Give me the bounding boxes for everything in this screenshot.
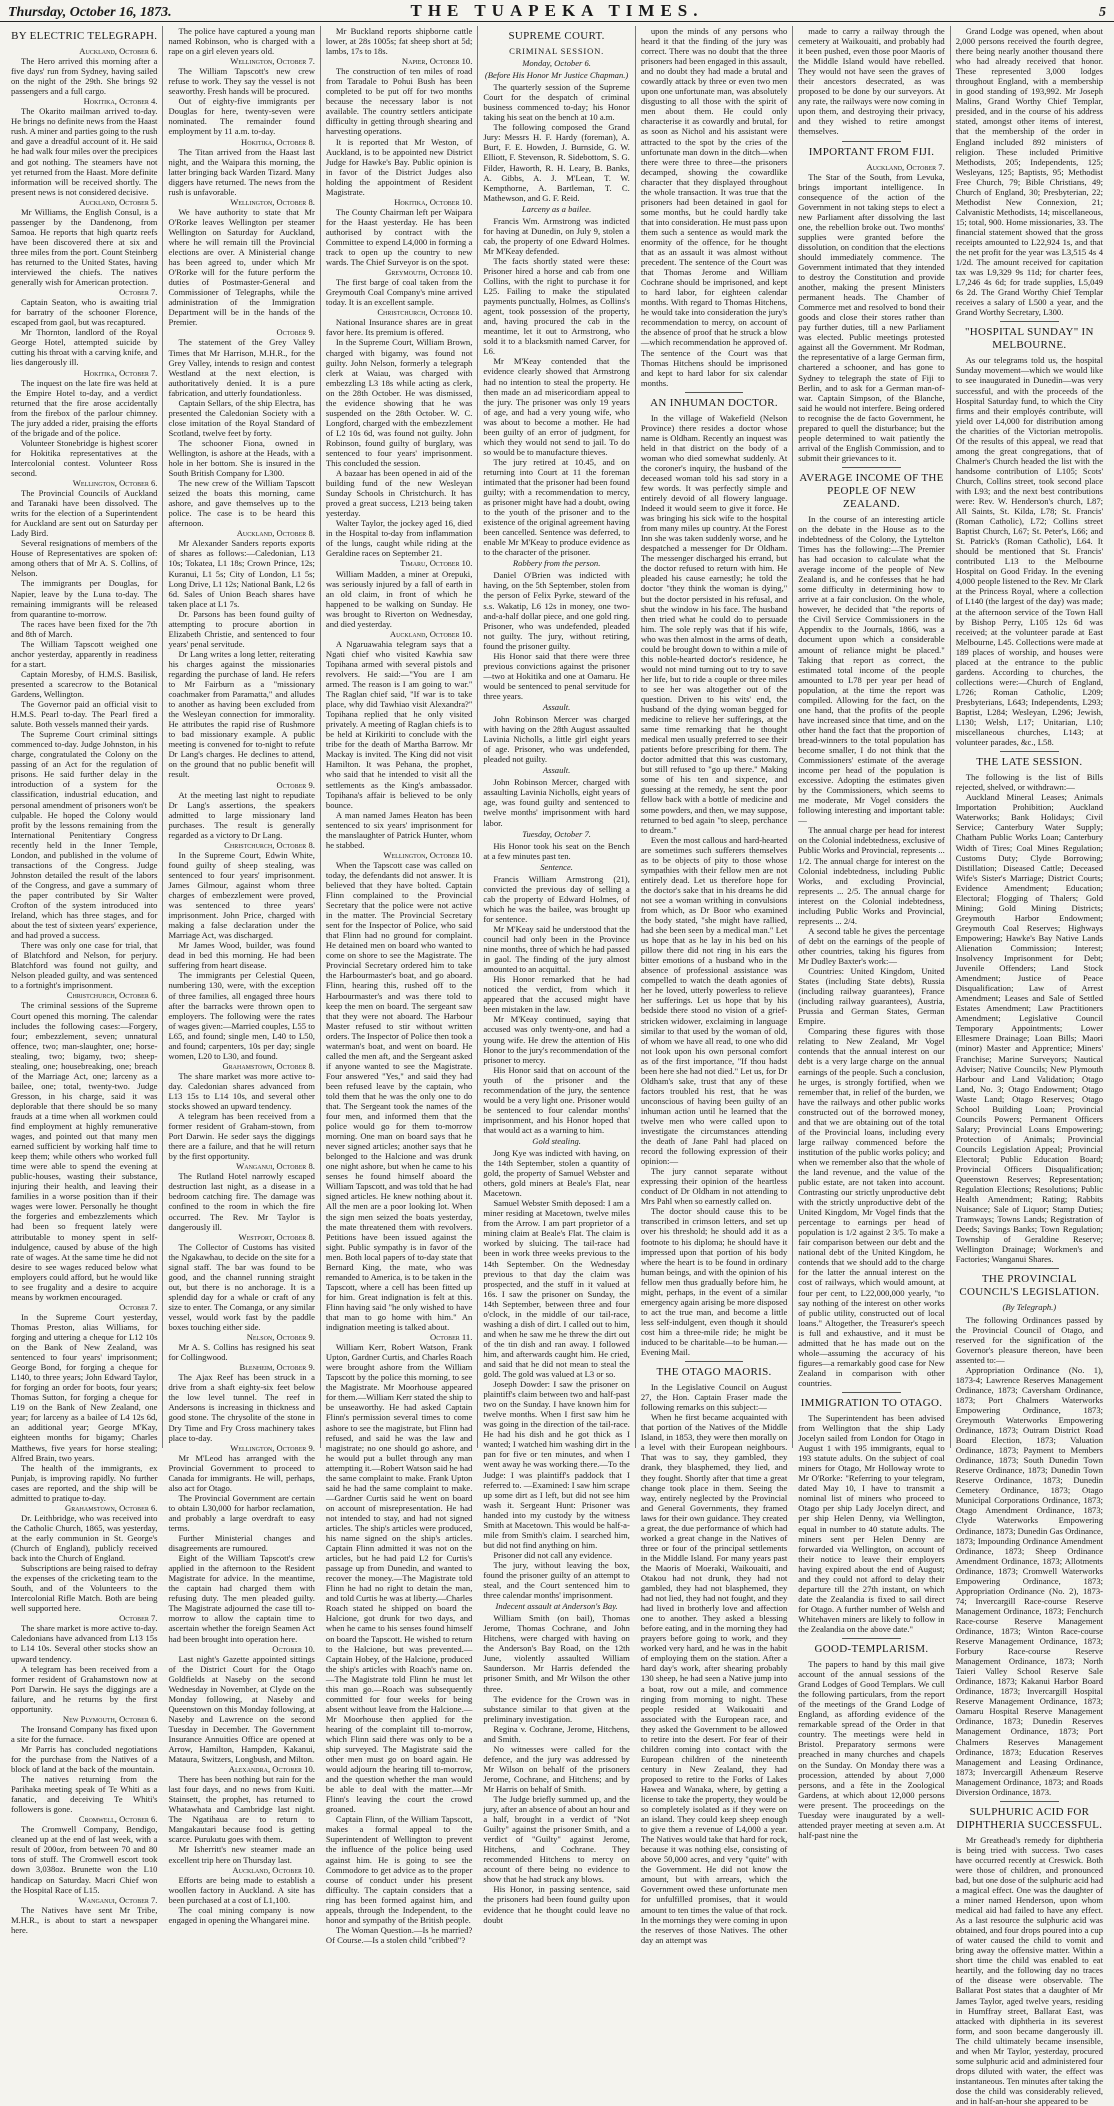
dateline: Christchurch, October 6. [66,990,158,1001]
issue-date: Thursday, October 16, 1873. [8,5,172,20]
article-paragraph: Mr Williams, the English Consul, is a passenger by the Dandenong, from Samoa. He reports that high quartz reefs have been discovered there at six and three miles from the port. Count Steinberg has returned to the United States, having interviewed the chiefs. The natives generally wish for American protection. [11,206,158,288]
article-paragraph: In the Legislative Council on August 27, the Hon. Captain Fraser made the following remarks on this subject:— [640,1382,788,1413]
dateline: Wellington, October 7. [230,56,315,67]
article-paragraph: Mr M'Keay contended that the evidence clearly showed that Armstrong had no intention to steal the property. He then made an ad misericordiam appeal to the jury. The prisoner was only 19 years of age, and had a very young wife, who was about to become a mother. He had been guilty of an error of judgment, for which they would not send to jail. To do so would be to manufacture thieves. [483,356,630,457]
article-paragraph: The facts shortly stated were these: Prisoner hired a horse and cab from one Collins, with the right to purchase it for L25. Failing to make the stipulated payments punctually, Holmes, as Collins's agent, took possession of the property, and, having procured the cab in the meantime, let it out to Armstrong, who sold it to a blacksmith named Carver, for L6. [483,255,630,357]
dateline: Nelson, October 9. [246,1332,315,1343]
article-paragraph: The new crew of the William Tapscott seized the boats this morning, came ashore, and gave themselves up to the police. The case is to be heard this afternoon. [168,478,315,529]
article-paragraph: The quarterly session of the Supreme Court for the despatch of criminal business commenced to-day; his Honor taking his seat on the bench at 10 a.m. [483,82,630,123]
article-paragraph: Out of eighty-five immigrants per Douglas for here, twenty-seven were nominated. The remainder found employment by 11 a.m. to-day. [168,96,315,137]
section-divider [1000,1801,1059,1802]
article-paragraph: The following Ordinances passed by the Provincial Council of Otago, and reserved for the signification of the Governor's pleasure thereon, have been assented to:— [955,1314,1104,1365]
newspaper-title: THE TUAPEKA TIMES. [410,1,704,20]
article-paragraph: Auckland Mineral Leases; Animals Importation Prohibition; Auckland Waterworks; Bank Holidays; Civil Service; Canterbury Water Supply; Chatham Public Works Loan; Canterbury Width of Tires; Coal Mines Regulation; Customs Duty; Clyde Borrowing; Distillation; Diseased Cattle; Deceased Wife's Sister's Marriage; District Courts; Evidence Amendment; Education; Electoral; Flogging of Thalers; Gold Mining; Gold Mining Districts; Greymouth Harbor Endowment; Greymouth Coal Reserves; Highways Empowering; Hawke's Bay Native Lands Alienation Commission; Interest; Insolvency Imprisonment for Debt; Juvenile Offenders; Land Stock Amendment; Justice of Peace Disqualification; Law of Arrest Amendment; Leases and Sale of Settled Estates Amendment; Law Practitioners Amendment; Legislative Council Temporary Appointments; Lower Ellesmere Drainage; Loan Bills; Maori (minor) Master and Apprentice; Miners' Franchise; Marine Surveyors; Nautical Adviser; Native Councils; New Plymouth Harbour and Land Validation; Otago Land, No. 3; Otago Endowment; Otago Waste Land; Otago Reserves; Otago School Building Loan; Provincial Councils Powers; Permanent Officers Salary; Provincial Loans Empowering; Protection of Animals; Provincial Councils Legislation Appeal; Provincial Electoral; Public Education Board; Provincial Officers Disqualification; Queenstown Reserves; Representation; Regulation Elections; Resolutions; Public Health Amendment; Rating; Rabbits Nuisance; Sale of Liquor; Stamp Duties; Tramways; Towns Lands; Registration of Deeds; Savings Banks; Town Regulation; Township of Geraldine Reserve; Wellington Drainage; Workmen's and Factories; Wanganui Shares. [955,792,1104,1265]
sub-heading: Tuesday, October 7. [522,828,591,839]
dateline: Christchurch, October 10. [377,307,473,318]
dateline: Christchurch, October 8. [224,839,315,850]
article-paragraph: Countries: United Kingdom, United States (including State debts), Russia (including railway guarantees), France (including railway guarantees), Austria, Prussia and German States, German Empire. [798,966,945,1027]
article-paragraph: The coal mining company is now engaged in opening the Whangarei mine. [168,1904,315,1925]
article-paragraph: Francis William Armstrong (21), convicted the previous day of selling a cab the property of Edward Holmes, of which he was the bailee, was brought up for sentence. [483,873,630,924]
dateline: Timaru, October 10. [400,558,473,569]
article-paragraph: The Supreme Court criminal sittings commenced to-day. Judge Johnston, in his charge, congratulated the Colony on the passing of an Act for the regulation of prisons. He said further delay in the introduction of a system for the classification, industrial education, and personal amendment of prisoners won't be culpable. He hoped the Colony would profit by the lessons remaining from the International Penitentiary Congress recently held in the Inner Temple, London, and published in the volume of transactions of the Congress. Judge Johnston detailed the result of the labors of the Congress, and gave a summary of the paper contributed by Sir Walter Crofton of the system introduced into Ireland, which has three stages, and for about the test of sixteen years' experience, and had proved a success. [11,729,158,941]
column-5 [636,26,793,1945]
dateline: Wellington, October 10. [383,849,473,860]
article-paragraph: There has been nothing but rain for the last four days, and no news from Kuiti. Stainsett, the prophet, has returned to Whatawhata and Cambridge last night. The Ngatihaua are to return to Mangakautari because food is getting scarce. Purukutu goes with them. [168,1774,315,1845]
article-paragraph: Regina v. Cochrane, Jerome, Hitchens, and Smith. [483,1723,630,1744]
article-paragraph: The Cromwell Company, Bendigo, cleaned up at the end of last week, with a result of 200oz, from between 70 and 80 tons of stuff. The Cromwell escort took down 3,038oz. Brunette won the L10 handicap on Saturday. Macri Chief won the Hospital Race of L15. [11,1824,158,1895]
dateline: October 7. [119,1613,158,1624]
dateline: Blenheim, October 9. [239,1362,315,1373]
dateline: Auckland, October 10. [389,628,473,639]
article-paragraph: The Okarito mailman arrived to-day. He brings no definite news from the Haast rush. A miner and parties going to the rush and gave a dreadful account of it. He said he had walk four miles over the precipices and got nothing. The steamers have not yet returned from the Haast. More definite information will be received shortly. The present news is not considered decisive. [11,106,158,197]
article-paragraph: There was only one case for trial, that of Blatchford and Nelson, for perjury. Blatchford was found not guilty, and Nelson pleaded guilty, and was sentenced to a fortnight's imprisonment. [11,940,158,991]
column-2 [163,26,320,1925]
dateline: Cromwell, October 6. [78,1814,158,1825]
article-paragraph: The immigrants per Douglas, for Napier, leave by the Luna to-day. The remaining immigrants will be released from quarantine to-morrow. [11,578,158,619]
dateline: Auckland, October 8. [236,528,315,539]
article-paragraph: The papers to hand by this mail give account of the annual sessions of the Grand Lodges of Good Templars. We cull the following particulars, from the report of the meetings of the Grand Lodge of England, as affording evidence of the remarkable spread of the Order in that country. The meetings were held in Bristol. Preparatory sermons were preached in many churches and chapels on the Sunday. On Monday there was a procession, attended by about 7,000 persons, and a fête in the Zoological Gardens, at which about 12,000 persons were present. The proceedings on the Tuesday were inaugurated by a well-attended prayer meeting at seven a.m. At half-past nine the [798,1659,945,1840]
article-paragraph: In the course of an interesting article on the debate in the House as to the indebtedness of the Colony, the Lyttelton Times has the following:—The Premier has had occasion to calculate what the average income of the people of New Zealand is, and he confesses that he had some difficulty in determining how to arrive at a fair conclusion. On the whole, however, he decided that "the reports of the Civil Service Commissioners in the Appendix to the Journals, 1866, was a document upon which a considerable amount of reliance might be placed." Taking that report as correct, the estimated total income of the people amounted to L78 per year per head of population, at the time the report was compiled. Allowing for the fact, on the one hand, that the profits of the people have increased since that time, and on the other hand the fact that the proportion of bread-winners to the total population has become smaller, I do not think that the Commissioners' estimate of the average income per head of the population is excessive. Adopting the estimates given by the Commissioners, which seems to me moderate, Mr Vogel considers the following interesting and important table:— [798,513,945,826]
article-paragraph: A telegram has been received from a former resident of Graham-stown, from Port Darwin. He seder says the diggings there are a failure, and that he will return by the first opportunity. [168,1111,315,1162]
section-divider [842,467,901,468]
dateline: Hokitika, October 4. [83,96,158,107]
sub-heading: (Before His Honor Mr Justice Chapman.) [484,70,629,81]
article-paragraph: The William Tapscott's new crew refuse to work. They say the vessel is not seaworthy. Fresh hands will be procured. [168,66,315,97]
article-paragraph: A telegram has been received from a former resident of Grahamstown now at Port Darwin. He says the diggings are a failure, and he returns by the first opportunity. [11,1663,158,1714]
article-paragraph: The Star of the South, from Levuka, brings important intelligence. In consequence of the action of the Government in not taking steps to elect a new Parliament after dissolving the last one, the rebellion broke out. Two months' supplies were granted before the dissolution, on condition that the elections should immediately commence. The Government intimated that they intended to destroy the Constitution and provide another, making the present Ministers permanent heads. The Chamber of Commerce met and resolved to bond their goods and close their stores rather than pay further duties, till a new Parliament was elected. Public meetings protested against all the Government. Mr Rodman, the representative of a large German firm, chartered a schooner, and has gone to Sydney to telegraph the state of Fiji to Berlin, and to ask for a German man-of-war. Captain Simpson, of the Blanche, said he would not interfere. Being ordered to recognise the de facto Government, he prepared to quell the disturbance; but the people determined to wait patiently the arrival of the English Commission, and to submit their grievances to it. [798,171,945,463]
article-paragraph: His Honor said that on account of the youth of the prisoner and the recommendation of the jury, the sentence would be a very light one. Prisoner would be sentenced to four calendar months' imprisonment, and his Honor hoped that that would act as a warning to him. [483,1064,630,1135]
article-paragraph: Mr A. S. Collins has resigned his seat for Collingwood. [168,1342,315,1363]
masthead [0,0,1114,22]
article-paragraph: The Governor paid an official visit to H.M.S. Pearl to-day. The Pearl fired a salute. Both vessels manned their yards. [11,699,158,730]
sub-heading: Robbery from the person. [512,558,601,569]
dateline: Grahamstown, October 8. [222,1060,315,1071]
dateline: Auckland, October 6. [79,46,158,56]
article-paragraph: As our telegrams told us, the hospital Sunday movement—which we would like to see inaugurated in Dunedin—was very successful, and with the proceeds of the Hospital Saturday fund, to which the City firms and their employés contribute, will yield over L4,000 for distribution among the charities of the Victorian metropolis. Of the results of this appeal, we read that among the great congregations, that of Chalmer's Church headed the list with the handsome contribution of L105; Scots' Church, Collins street, took second place with L93; and the next best contributions were: Rev. W. Henderson's church, L87; All Saints, St. Kilda, L78; St. Francis' (Roman Catholic), L72; Collins street Baptist Church, L67; St. Peter's, L66; and St. Patrick's (Roman Catholic), L64. It should be mentioned that St. Francis' contributed L13 to the Melbourne Hospital on Good Friday. In the evening 4,000 people listened to the Rev. Mr Clark at the Princess Royal, where a collection of L140 (the largest of the day) was made; at the afternoon service of the Town Hall by Bishop Perry, L105 12s 6d was received; at the volunteer parade at East Melbourne, L45. Collections were made at 189 places of worship, and houses were placed at the entrance to the public gardens. According to churches, the collections were:—Church of England, L726; Roman Catholic, L209; Presbyterians, L643; Independents, L293; Baptist, L284; Wesleyan, L296; Jewish, L130; Welsh, L17; Unitarian, L10; miscellaneous churches, L143; at volunteer parades, &c., L58. [955,355,1104,748]
article-paragraph: Mr Parris has concluded negotiations for the purchase from the Natives of a block of land at the back of the mountain. [11,1743,158,1775]
article-paragraph: The health of the immigrants, ex Punjab, is improving rapidly. No further cases are reported, and the ship will be admitted to pratique to-day. [11,1462,158,1503]
dateline: October 7. [119,1301,158,1312]
article-paragraph: Mr Buckland reports shipborne cattle lower, at 28s 1005s; fat sheep short at 5d; lambs, 17s to 18s. [325,26,473,57]
article-paragraph: The Ironsand Company has fixed upon a site for the furnace. [11,1723,158,1744]
article-paragraph: Samuel Webster Smith deposed: I am a miner residing at Macetown, twelve miles from the Arrow. I am part proprietor of a mining claim at Beale's Flat. The claim is worked by sluicing. The tail-race had been in work three weeks previous to the 14th September. On the Wednesday previous to that day the claim was prospected, and the stuff in it valued at 16s. I saw the prisoner on Sunday, the 14th September, between three and four o'clock, in the middle of our tail-race, washing a dish of dirt. I called out to him, and when he saw me he threw the dirt out of the tin dish and ran away. I followed him, and afterwards caught him. He cried, and said that he did not mean to steal the gold. The gold was valued at L3 or so. [483,1198,630,1380]
section-heading: THE OTAGO MAORIS. [656,1366,772,1379]
sub-heading: Monday, October 6. [522,58,591,69]
article-paragraph: The races have been fixed for the 7th and 8th of March. [11,618,158,639]
article-paragraph: made to carry a railway through the cemetery at Waikouaiti, and probably had it been pushed, even those poor Maoris of the Middle Island would have rebelled. They would not have seen the graves of their ancestors desecrated, as was proposed to be done by our surveyors. At any rate, the railways were now coming in upon them, and destroying their privacy, and they wished to retire amongst themselves. [798,26,945,137]
article-paragraph: Mr James Wood, builder, was found dead in bed this morning. He had been suffering from heart disease. [168,940,315,971]
column-1 [6,26,163,1935]
column-3 [321,26,478,1945]
article-paragraph: Dr. Parsons has been found guilty of attempting to procure abortion in Elizabeth Christie, and sentenced to four years' penal servitude. [168,608,315,649]
article-paragraph: The Rutland Hotel narrowly escaped destruction last night, as a disease in a bedroom catching fire. The damage was confined to the room in which the fire occurred. The Rev. Mr Taylor is dangerously ill. [168,1171,315,1232]
article-paragraph: Dr. Leithbridge, who was received into the Catholic Church, 1865, was yesterday, at the early communion in St. George's (Church of England), publicly received back into the Church of England. [11,1512,158,1564]
section-divider [1000,751,1059,752]
article-paragraph: When the Tapscott case was called on today, the defendants did not answer. It is believed that they have bolted. Captain Flinn complained to the Provincial Secretary that the police were not active in the matter. The Provincial Secretary sent for the Inspector of Police, who said that Flinn had no ground for complaint. He detained men on board who wanted to come on shore to see the Magistrate. The Provincial Secretary ordered him to take the Harbourmaster's boat, and go aboard. Flinn, hearing this, rushed off to the Harbourmaster's and was there told to keep the men on board. The sergeant saw that they were not aboard. The Harbour Master refused to stir without written orders. The Inspector of Police then took a waterman's boat, and went on board. He called the men aft, and the Sergeant asked if anyone wanted to see the Magistrate. Four answered "Yes," and said they had been refused leave by the captain, who told them that he was the only one to do that. The Sergeant took the names of the four men, and informed them that the police would go for them to-morrow morning. One man on board says that he never signed articles; another says that he belonged to the Halcione and was drunk one night ashore, but when he came to his senses he found himself aboard the William Tapscott, and was told that he had signed articles. He knew nothing about it. All the men are a poor looking lot. When the sign men seized the boats yesterday, the mate threatened them with revolvers. Petitions have been issued against the sight. Public sympathy is in favor of the men. Both local papers of to-day state that Bernard King, the mate, who was remanded to America, is to be taken in the Tapscott, where a cell has been fitted up for him. Great indignation is felt at this. Flinn having said "he only wished to have that man to go home with him." An indignation meeting is talked about. [325,859,473,1333]
article-paragraph: Subscriptions are being raised to defray the expenses of the cricketing team to the South, and of the Volunteers to the Intercolonial Rifle Match. Both are being well supported here. [11,1563,158,1614]
article-paragraph: Efforts are being made to establish a woollen factory in Auckland. A site has been purchased at a cost of L1,100. [168,1874,315,1905]
dateline: Hokitika, October 8. [241,136,315,147]
article-paragraph: The Woman Question.—Is he married? Of Course.—Is a stolen child "cribbed"? [325,1924,473,1945]
article-paragraph: Last night's Gazette appointed sittings of the District Court for the Otago Goldfields at Naseby on the second Wednesday in November, at Clyde on the Monday following, at Naseby and Queenstown on this Monday following, at Naseby and Lawrence on the second Tuesday in December. The Government Insurance Annuities Office are opened at Arrow, Hamilton, Hampden, Kakanui, Mataura, Switzers, Longbush, and Milton. [168,1653,315,1765]
article-paragraph: A bazaar has been opened in aid of the building fund of the new Wesleyan Sunday Schools in Christchurch. It has proved a great success, L213 being taken yesterday. [325,468,473,519]
article-paragraph: The construction of ten miles of road from Taradale to Pohui Bush has been completed to be put off for two months because the necessary labor is not available. The country settlers anticipate difficulty in getting through shearing and harvesting operations. [325,66,473,137]
sub-heading: Gold stealing. [532,1135,581,1146]
dateline: Hokitika, October 10. [394,196,473,207]
section-heading: THE PROVINCIAL COUNCIL'S LEGISLATION. [959,1273,1100,1299]
section-heading: GOOD-TEMPLARISM. [814,1643,929,1656]
dateline: Grahamstown, October 6. [65,1502,158,1513]
article-paragraph: Comparing these figures with those relating to New Zealand, Mr Vogel contends that the annual interest on our debt is a very large charge on the annual earnings of the people. Such a conclusion, he urges, is strongly fortified, when we remember that, in relief of the burden, we have the railways and other public works constructed out of the borrowed money, and that we are obtaining out of the total of the Provincial loans, including every large railway commenced before the institution of the public works policy; and when we remember also that the whole of the land revenue, and the value of the public estate, are not taken into account. Contrasting our strictly unproductive debt with the strictly unproductive debt of the United Kingdom, Mr Vogel finds that the percentage to earnings per head of population is 1/2 against 2 3/5. To make a fair comparison between our debt and the national debt of the United Kingdom, he contends that we should add to the charge for the latter the annual interest on the cost of railways, which would amount, at four per cent, to L22,000,000 yearly, "to say nothing of the interest on other works of public utility, constructed out of local loans." Altogether, the Treasurer's speech is full and exhaustive, and it must be admitted that he has made out on the whole—assuming the accuracy of his figures—a remarkably good case for New Zealand in comparison with other countries. [798,1026,945,1388]
article-paragraph: The Judge briefly summed up, and the jury, after an absence of about an hour and a half, brought in a verdict of "Not Guilty" against the prisoner Smith, and a verdict of "Guilty" against Jerome, Hitchens, and Cochrane. They recommended Hitchens to mercy on account of there being no evidence to show that he had struck any blows. [483,1794,630,1885]
article-paragraph: A second table he gives the percentage of debt on the earnings of the people of other countries, taking his figures from Mr Dudley Baxter's work:— [798,925,945,966]
article-paragraph: Dr Lang writes a long letter, reiterating his charges against the missionaries regarding the purchase of land. He refers to Mr Fairburn as a "missionary coachmaker from Paramatta," and alludes to another as having been excluded from the Wesleyan connection for immorality. He attributes the rapid rise of Rushmore to bad missionary example. A public meeting is convened for to-night to refute Dr Lang's charges. He declines to attend, on the ground that no public benefit will result. [168,648,315,780]
article-paragraph: Daniel O'Brien was indicted with having, on the 5th September, stolen from the person of Felix Pyrke, steward of the s.s. Wakatip, L6 12s in money, one two-and-a-half dollar piece, and one gold ring. Prisoner, who was undefended, pleaded not guilty. The jury, without retiring, found the prisoner guilty. [483,570,630,651]
article-paragraph: The jury cannot separate without expressing their opinion of the heartless conduct of Dr Oldham in not attending to Mrs Pahl when so earnestly called on. [640,1166,788,1207]
article-paragraph: In the Supreme Court yesterday, Thomas Preston, alias Williams, for forging and uttering a cheque for L12 10s on the Bank of New Zealand, was sentenced to four years' imprisonment; George Bond, for forging a cheque for L140, to three years; John Edward Taylor, for forging an order for boots, four years; Thomas Sutton, for forging a cheque for L19 on the Bank of New Zealand, one year; for larceny as a bailee of L4 12s 6d, an additional year; George M'Kay, eighteen months for bigamy; Charles Matthews, five years for horse stealing; Alfred Brain, two years. [11,1311,158,1463]
article-paragraph: The jury, without leaving the box, found the prisoner guilty of an attempt to steal, and the Court sentenced him to three calendar months' imprisonment. [483,1559,630,1601]
section-heading: BY ELECTRIC TELEGRAPH. [11,30,158,42]
article-paragraph: A man named James Heaton has been sentenced to six years' imprisonment for the manslaughter of Patrick Hunter, whom he stabbed. [325,809,473,850]
section-divider [685,392,744,393]
dateline: Greymouth, October 10. [385,267,473,278]
article-paragraph: Grand Lodge was opened, when about 2,000 persons received the fourth degree, there being nearly another thousand there who had already received that honor. These represented 3,000 lodges throughout England, with a membership in good standing of 193,992. Mr Joseph Malins, Grand Worthy Chief Templar, presided, and in the course of his address stated, amongst other items of interest, that the membership of the order in England included 892 ministers of religion. These included Primitive Methodists, 205; Independents, 125; Wesleyans, 125; Baptists, 95; Methodist Free Church, 79; Bible Christians, 49; Church of England, 30; Presbyterian, 22; Methodist New Connexion, 21; Calvanistic Methodists, 14; miscellaneous, 15; total, 900. Home missionaries, 33. The financial statement showed that the gross receipts amounted to L22,924 1s, and that the net profit for the year was L3,515 4s 4 1/2d. The amount received for capitation tax was L9,329 9s 11d; for charter fees, L7,246 4s 6d; for trade supplies, L5,049 6s 2d. The Grand Worthy Chief Templar receives a salary of L500 a year, and the Grand Worthy Secretary, L300. [955,26,1104,318]
dateline: October 7. [119,287,158,298]
page-number: 5 [1098,5,1106,20]
dateline: Wanganui, October 8. [236,1161,315,1172]
sub-heading: Larceny as a bailee. [521,203,592,214]
article-paragraph: Further Ministerial changes and disagreements are rumoured. [168,1533,315,1554]
article-paragraph: The police have captured a young man named Robinson, who is charged with a rape on a girl eleven years old. [168,26,315,57]
dateline: Wellington, October 8. [230,196,315,207]
sub-heading: Indecent assault at Anderson's Bay. [495,1601,618,1612]
article-paragraph: It is reported that Mr Weston, of Auckland, is to be appointed new District Judge for Hawke's Bay. Public opinion is in favor of the District Judges also holding the appointment of Resident Magistrate. [325,136,473,197]
dateline: Westport, October 8. [238,1231,315,1242]
dateline: Wellington, October 9. [230,1442,315,1453]
article-paragraph: Joseph Dowder: I saw the prisoner on plaintiff's claim between two and half-past two on the Sunday. I have known him for twelve months. When I first saw him he was going in the direction of the tail-race. He had his dish and he got thick as I wanted; I watched him washing dirt in the pan for five or ten minutes, and when I went away he was working there.—To the Judge: I was plaintiff's paddock that I referred to. —Examined: I saw him scrape up some dirt as I left, but did not see him wash it. Sergeant Hunt: Prisoner was handed into my custody by the witness Smith at Macetown. This would be half-a-mile from Smith's claim. I searched him, but did not find anything on him. [483,1379,630,1550]
article-paragraph: The evidence for the Crown was in substance similar to that given at the preliminary investigation. [483,1693,630,1724]
article-paragraph: Even the most callous and hard-hearted are sometimes such sufferers themselves as to be objects of pity to those whose sympathies with their fellow men are not entirely dead. Let us therefore hope for the doctor's sake that in his dreams he did not see a woman writhing in convulsions from which, as Dr Boor who examined the body stated, "she might have rallied, had she been seen by a medical man." Let us hope that as he lay in his bed on his pillow there did not ring in his ears the bitter emotions of a husband who in the absence of professional assistance was compelled to watch the death agonies of her he loved, utterly powerless to relieve her sufferings. Let us hope that by his bedside there stood no vision of a grief-stricken widower, exclaiming in language similar to that used by the woman of old, of whom we have all read, to one who did not look upon his own personal comfort as of the first importance, "If thou hadst been here she had not died." Let us, for Dr Oldham's sake, trust that any of these factors troubled his rest, that he was unconscious of having been guilty of an inhuman action until he learned that the twelve men who were called upon to investigate the circumstances attending the death of Jane Pahl had placed on record the following expression of their opinion:— [640,834,788,1167]
article-paragraph: The Hero arrived this morning after a five days' run from Sydney, having sailed on the night of the 29th. She brings 92 passengers and a full cargo. [11,56,158,97]
dateline: Auckland, October 10. [232,1864,315,1875]
dateline: October 9. [276,327,315,338]
article-paragraph: The County Chairman left per Waipara for the Haast yesterday. He has been authorised by contract with the Committee to expend L4,000 in forming a track to open up the country to new wards. The Chief Surveyor is on the spot. [325,206,473,268]
sub-heading: (By Telegraph.) [1002,1302,1057,1313]
dateline: October 10. [272,1643,315,1654]
article-paragraph: upon the minds of any persons who heard it that the finding of the jury was correct. There was no doubt that the three prisoners had been engaged in this assault, and no doubt they had made a brutal and cowardly attack by three or even two men upon one unfortunate man, was absolutely disgusting to all those with the spirit of men about them. He could only characterise it as cowardly and brutal, for as soon as Nichol and his assistant were attracted to the spot by the cries of the unfortunate man down in the ditch—when there were three to three—the prisoners decamped, showing the cowardlike character that they displayed throughout the whole transaction. It was true that the prisoners had been detained in gaol for some months, but he could hardly take that into consideration. He must pass upon them such a sentence as would mark the enormity of the offence, for he thought that as an assault it was almost without precedent. The sentence of the Court was that Thomas Jerome and William Cochrane should be imprisoned, and kept to hard labor, for eighteen calendar months. With regard to Thomas Hitchens, he would take into consideration the jury's recommendation to mercy, on account of the absence of proof that he struck a blow—which recommendation he approved of. The sentence of the Court was that Thomas Hitchens should be imprisoned and kept to hard labor for six calendar months. [640,26,788,388]
sub-heading: Assault. [542,702,571,712]
article-paragraph: The inquest on the late fire was held at the Empire Hotel to-day, and a verdict returned that the fire arose accidentally from the firebox of the parlour chimney. The jury added a rider, praising the efforts of the brigade and of the police. [11,377,158,438]
article-paragraph: Walter Taylor, the jockey aged 16, died in the Hospital to-day from inflammation of the lungs, caught while riding at the Geraldine races on September 21. [325,518,473,559]
article-paragraph: The first barge of coal taken from the Greymouth Coal Company's mine arrived today. It is an excellent sample. [325,277,473,308]
article-paragraph: The criminal sessions of the Supreme Court opened this morning. The calendar includes the following cases:—Forgery, four; embezzlement, seven; unnatural offence, two; man-slaughter, one; horse-stealing, two; bigamy, two; sheep-stealing, one; housebreaking, one; breach of the Marriage Act, one; larceny as a bailee, one; total, twenty-two. Judge Gresson, in his charge, said it was deplorable that there should be so many frauds at a time when all workmen could find employment at highly remunerative wages, and pointed out that many men earned sufficient by working half time to keep them; while others who worked full time were able to spend the evening at public-houses, wasting their substance, injuring their health, and leaving their families in a worse position than if their wages were lower. Personally he thought the forgeries and embezzlements which had been so frequent lately were attributable to money spent in self-indulgence, caused by abuse of the high rate of wages. At the same time he did not desire to see wages reduced below what employers could afford, but he would like to see frugality and a desire to acquire means by workmen encouraged. [11,1000,158,1302]
dateline: Napier, October 10. [401,56,473,67]
article-paragraph: His Honor, in passing sentence, said the prisoners had been found guilty upon evidence that he thought could leave no doubt [483,1884,630,1925]
article-paragraph: The Ajax Reef has been struck in a drive from a shaft eighty-six feet below the low level tunnel. The reef in Andersons is increasing in thickness and good stone. The chrysolite of the stone in Dry Time and Fry Cross machinery takes place to-day. [168,1372,315,1443]
dateline: Hokitika, October 7. [83,367,158,378]
article-paragraph: John Robinson Mercer, charged with assaulting Lavinia Nicholls, eight years of age, was found guilty and sentenced to twelve months' imprisonment with hard labor. [483,777,630,828]
article-paragraph: William Madden, a miner at Orepuki, was seriously injured by a fall of earth in an old claim, in front of which he happened to be walking on Sunday. He was brought to Riverton on Wednesday, and died yesterday. [325,568,473,629]
article-paragraph: At the meeting last night to repudiate Dr Lang's assertions, the speakers admitted to large missionary land purchases. The result is generally regarded as a victory to Dr Lang. [168,789,315,840]
article-paragraph: National Insurance shares are in great favor here. Its premium is offered. [325,317,473,338]
article-paragraph: The statement of the Grey Valley Times that Mr Harrison, M.H.R., for the Grey Valley, intends to resign and contest Westland at the next election, is authoritatively denied. It is a pure fabrication, and utterly foundationless. [168,337,315,398]
article-paragraph: The doctor should cause this to be transcribed in crimson letters, and set up over his threshold; he should add it as a footnote to his diploma; he should have it impressed upon that portion of his body where the heart is to be found in ordinary human beings, and with the opinion of his fellow men thus gradually before him, he might, perhaps, in the event of a similar emergency again arising be more disposed to act the true man, and become a little less self-indulgent, even though it should cost him a three-mile ride; he might be induced to be charitable—to be human.—Evening Mail. [640,1206,788,1358]
article-paragraph: John Robinson Mercer was charged with having on the 28th August assaulted Lavinia Nicholls, a little girl eight years of age. Prisoner, who was undefended, pleaded not guilty. [483,714,630,765]
sub-heading: CRIMINAL SESSION. [509,46,605,56]
article-paragraph: Mr Thornton, landlord of the Royal George Hotel, attempted suicide by cutting his throat with a carving knife, and lies dangerously ill. [11,327,158,368]
article-paragraph: Captain Moresby, of H.M.S. Basilisk, presented a scarecrow to the Botanical Gardens, Wellington. [11,668,158,699]
article-paragraph: The following composed the Grand Jury: Messrs H. F. Hardy (foreman), A. Burt, F. E. Howden, J. Burnside, G. W. Elliott, F. Stevenson, R. Sidebottom, S. G. Filder, Haworth, R. H. Leary, B. Banks, A. Gibbs, A. J. M'Lean, T. W. Kempthorne, A. Bartleman, T. C. Mathewson, and G. F. Reid. [483,122,630,203]
article-paragraph: Mr Isherritt's new steamer made an excellent trip here on Thursday last. [168,1844,315,1865]
dateline: New Plymouth, October 6. [62,1713,158,1724]
article-paragraph: Mr M'Keay continued, saying that accused was only twenty-one, and had a young wife. He drew the attention of His Honor to the jury's recommendation of the prisoner to mercy. [483,1014,630,1065]
article-paragraph: The immigrants per Celestial Queen, numbering 130, were, with the exception of three families, all engaged three hours after the barracks were thrown open to employers. The following were the rates of wages given:—Married couples, L55 to L65, and found; single men, L40 to L50, and found; carpenters, 10s per day; single women, L20 to L30, and found. [168,970,315,1061]
column-6 [793,26,950,1840]
section-heading: IMPORTANT FROM FIJI. [808,145,935,158]
dateline: Auckland, October 5. [79,196,158,207]
article-paragraph: Mr Greathead's remedy for diphtheria is being tried with success. Two cases have occurred recently at Creswick. Both were those of children, and pronounced bad, but one dose of the sulphuric acid had a magical effect. One was the daughter of a miner named Henderson, upon whom medical aid had failed to have any effect. As a last resource the sulphuric acid was obtained, and four drops poured into a cup of water caused the child to vomit and bring away the offensive matter. Within a short time the child was enabled to eat heartily, and the following day no traces of the disease were observable. The Ballarat Post states that a daughter of Mr James Taylor, aged twelve years, residing in Humffray street, Ballarat East, was attacked with diphtheria in its severest form, and soon became dangerously ill. The child ultimately became insensible, and when Mr Taylor, yesterday, procured some sulphuric acid and administered four drops diluted with water, the effect was instantaneous. Ten minutes after taking the dose the child was considerably relieved, and in half-an-hour she appeared to be [955,1834,1104,2106]
article-paragraph: The natives returning from the Parihaka meeting speak of Te Whiti as a fanatic, and deceiving Te Whiti's followers is gone. [11,1774,158,1815]
article-paragraph: A Ngaruawahia telegram says that a Ngati chief who visited Kawhia saw Topihana armed with several pistols and revolvers. He said:—"You are I am armed. The reason is I am going to war." The Raglan chief said, "If war is to take place, why did Tawhiao visit Alexandra?" Topihana replied that he only visited privately. A meeting of Raglan chiefs is to be held at Kirikiriti to conclude with the tribe for the death of Martha Barrow. Mr Mackay is invited. The King did not visit Hamilton. It was Pehana, the prophet, who said that he intended to visit all the settlements as the King's ambassador. Topihana's affair is believed to be only bounce. [325,638,473,810]
section-divider [842,1638,901,1639]
sub-heading: Assault. [542,765,571,776]
article-paragraph: William Kerr, Robert Watson, Frank Upton, Gardner Curtis, and Charles Roach were brought ashore from the William Tapscott by the police this morning, to see the Magistrate. Mr Moorhouse appeared for them.—William Kerr stated the ship to be unseaworthy. He had asked Captain Flinn's permission several times to come ashore to see the magistrate, but Flinn had refused, and said he was the law and magistrate; no one should go ashore, and he would put a bullet through any man attempting it.—Robert Watson said he had the same complaint to make. Frank Upton said he had the same complaint to make.—Gardner Curtis said he went on board on account of misrepresentation. He had not intended to stay, and had not signed articles. The ship's articles were produced, his name signed on the ship's articles. Captain Flinn admitted it was not on the articles, but he had paid L2 for Curtis's passage up from Dunedin, and wanted to recover the money.—The Magistrate told Flinn he had no right to detain the man, and told Curtis he was at liberty.—Charles Roach stated he shipped on board the Halcione, got drunk for two days, and when he came to his senses found himself on board the Tapscott. He wished to return to the Halcione, but was prevented.—Captain Hobey, of the Halcione, produced the ship's articles with Roach's name on.—The Magistrate told Flinn he must let this man go.—Roach was subsequently committed for four weeks for being absent without leave from the Halcione.—Mr Moorhouse then applied for the hearing of the complaint till to-morrow, which Flinn said there was only to be a ship surveyed. The Magistrate said the other men must go on board again. He would adjourn the hearing till to-morrow, and the question whether the man would be able to deal with the matter.—Mr Flinn's leaving the court the crowd groaned. [325,1342,473,1815]
article-paragraph: Mr Alexander Sanders reports exports of shares as follows:—Caledonian, L13 10s; Tokatea, L1 18s; Crown Prince, 12s; Kuranui, L1 5s; City of London, L1 5s; Long Drive, L1 12s; National Bank, L2 6s 6d. Sales of Union Beach shares have taken place at L1 7s. [168,538,315,609]
article-paragraph: Captain Sellars, of the ship Electra, has presented the Caledonian Society with a close imitation of the Royal Standard of Scotland, twelve feet by forty. [168,397,315,438]
column-7 [951,26,1108,2106]
article-paragraph: Captain Flinn, of the William Tapscott, makes a formal appeal to the Superintendent of Wellington to prevent the influence of the police being used against him. He is going to see the Commodore to get advice as to the proper course of conduct under his present difficulty. The captain considers that a ring has been formed against him, and appeals, through the Independent, to the honor and sympathy of the British people. [325,1814,473,1925]
article-paragraph: The jury retired at 10.45, and on returning into Court at 11 the foreman intimated that the prisoner had been found guilty; with a recommendation to mercy, as prisoner might have had a doubt, owing to the youth of the prisoner and to the existence of the original agreement having been cancelled. Sentence was deferred, to enable Mr M'Keay to produce evidence as to the character of the prisoner. [483,456,630,558]
article-paragraph: William Smith (on bail), Thomas Jerome, Thomas Cochrane, and John Hitchens, were charged with having on the Anderson's Bay Road, on the 12th June, violently assaulted William Saunderson. Mr Harris defended the prisoner Smith, and Mr Wilson the other three. [483,1613,630,1694]
dateline: Auckland, October 7. [866,161,945,172]
article-paragraph: Mr M'Keay said he understood that the council had only been in the Province nine months, three of which he had passed in gaol. The finding of the jury almost amounted to an acquittal. [483,923,630,975]
article-paragraph: The Collector of Customs has visited the Ngakawhau, to decide on the site for a signal staff. The bar was found to be good, and the channel running straight out, but there is no anchorage. It is a splendid day for a whale or craft of any size to enter. The Comanga, or any similar vessel, would work fast by the paddle boxes touching either side. [168,1241,315,1333]
article-paragraph: Appropriation Ordinance (No. 1), 1873-4; Lawrence Reserves Management Ordinance, 1873; Caversham Ordinance, 1873; Port Chalmers Waterworks Empowering Ordinance, 1873; Greymouth Waterworks Empowering Ordinance, 1873; Outram District Road Board Election, 1873; Valuation Ordinance, 1873; Payment to Members Ordinance, 1873; South Dunedin Town Reserve Ordinance, 1873; Dunedin Town Reserve Ordinance, 1873; Dunedin Cemetery Ordinance, 1873; Otago Municipal Corporations Ordinance, 1873; Otago Amendment Ordinance, 1873; Clyde Waterworks Empowering Ordinance, 1873; Dunedin Gas Ordinance, 1873; Impounding Ordinance Amendment Ordinance, 1873; Sheep Ordinance Amendment Ordinance, 1873; Allotments Ordinance, 1873; Cromwell Waterworks Empowering Ordinance, 1873; Appropriation Ordinance (No. 2), 1873-74; Invercargill Race-course Reserve Management Ordinance, 1873; Fenchurch Race-course Reserve Management Ordinance, 1873; Winton Race-course Reserve Management Ordinance, 1873; Forbury Race-course Reserve Management Ordinance, 1873; North Taieri Valley School Reserve Sale Ordinance, 1873; Kakanui Harbor Board Ordinance, 1873; Invercargill Hospital Reserve Management Ordinance, 1873; Oamaru Hospital Reserve Management Ordinance, 1873; Dunedin Reserves Management Ordinance, 1873; Port Chalmers Reserves Management Ordinance, 1873; Education Reserves Management and Leasing Ordinance, 1873; Invercargill Athenæum Reserve Management Ordinance, 1873; and Roads Diversion Ordinance, 1873. [955,1364,1104,1797]
section-heading: AN INHUMAN DOCTOR. [650,396,778,409]
dateline: October 9. [276,779,315,790]
article-paragraph: Jong Kye was indicted with having, on the 14th September, stolen a quantity of gold, the property of Samuel Webster and others, gold miners at Beale's Flat, near Macetown. [483,1148,630,1199]
article-paragraph: His Honor said that there were three previous convictions against the prisoner—two at Hokitika and one at Oamaru. He would be sentenced to penal servitude for three years. [483,650,630,701]
article-paragraph: His Honor took his seat on the Bench at a few minutes past ten. [483,840,630,861]
article-paragraph: The annual charge per head for interest on the Colonial indebtedness, exclusive of Public Works and Provincial, represents ... 1/2. The annual charge for interest on the Colonial indebtedness, including Public Works, and excluding Provincial, represents ... 2/5. The annual charge for interest on the Colonial indebtedness, including Public Works and Provincial, represents ... 2/4. [798,825,945,926]
section-divider [1000,321,1059,322]
article-paragraph: Captain Seaton, who is awaiting trial for barratry of the schooner Florence, escaped from gaol, but was recaptured. [11,297,158,328]
article-paragraph: The Natives have sent Mr Tribe, M.H.R., is about to start a newspaper here. [11,1904,158,1935]
article-paragraph: No witnesses were called for the defence, and the jury was addressed by Mr Wilson on behalf of the prisoners Jerome, Cochrane, and Hitchens; and by Mr Harris on behalf of Smith. [483,1743,630,1794]
section-heading: AVERAGE INCOME OF THE PEOPLE OF NEW ZEALAND. [799,471,944,510]
section-divider [842,141,901,142]
article-paragraph: The share market was more active to-day. Caledonian shares advanced from L13 15s to L14 10s, and several other stocks showed an upward tendency. [168,1070,315,1112]
article-paragraph: Francis Wm. Armstrong was indicted for having at Dunedin, on July 9, stolen a cab, the property of one Edward Holmes. Mr M'Keay defended. [483,215,630,256]
article-paragraph: In the Supreme Court, William Brown, charged with bigamy, was found not guilty. John Nelson, formerly a telegraph clerk at Waiau, was charged with embezzling L3 18s while acting as clerk, on the 28th October. He was dismissed, the evidence showing that he was suspended on the 28th October. W. C. Longford, charged with the embezzlement of L2 10s 6d, was found not guilty. John Robinson, found guilty of burglary, was sentenced to four years' imprisonment. This concluded the session. [325,337,473,469]
section-heading: SULPHURIC ACID FOR DIPHTHERIA SUCCESSFUL. [956,1805,1103,1831]
dateline: October 11. [430,1332,473,1343]
section-heading: SUPREME COURT. [508,30,605,42]
article-paragraph: The Provincial Government are certain to obtain L30,000 for harbor reclamation, and probably a large overdraft to easy terms. [168,1492,315,1533]
article-paragraph: The schooner Fiona, owned in Wellington, is ashore at the Heads, with a hole in her bottom. She is insured in the South British Company for L300. [168,437,315,479]
article-paragraph: Volunteer Stonebridge is highest scorer for Hokitika representatives at the Intercolonial contest. Volunteer Ross second. [11,437,158,478]
section-divider [842,1392,901,1393]
article-paragraph: The William Tapscott weighed one anchor yesterday, apparently in readiness for a start. [11,638,158,669]
column-4 [478,26,635,1925]
article-paragraph: In the village of Wakefield (Nelson Province) there resides a doctor whose name is Oldham. Recently an inquest was held in that district on the body of a woman who died somewhat suddenly. At the coroner's inquiry, the husband of the deceased woman told his sad story in a few words. It was perfectly simple and entirely devoid of all flowery language. Indeed it would seem to give it force. He was bringing his sick wife to the hospital from many miles up country. At the Forest Inn she was taken suddenly worse, and he despatched a messenger for Dr Oldham. The messenger discharged his errand, but the doctor refused to return with him. He pleaded his cause earnestly; he told the doctor "they think the woman is dying," but the doctor persisted in his refusal, and shut the window in his face. The husband then tried what he could do to persuade him. The sole reply was that if his wife, who was then almost in the arms of death, could be brought down to within a mile of this noble-hearted doctor's residence, he would not mind turning out to try to save her life, but to ride a couple or three miles to see her was altogether out of the question. Driven to his wits' end, the husband of the dying woman begged for medicine to relieve her sufferings, at the same time remarking that he thought medical men usually preferred to see their patients before prescribing for them. The doctor admitted that this was customary, but still refused to "go up there." Making some of his ten and sixpence, and guessing at the remedy, he sent the poor fellow back with a bottle of medicine and some powders, and then, we may suppose, returned to bed again "to sleep, perchance to dream." [640,412,788,835]
section-heading: THE LATE SESSION. [976,756,1083,769]
article-paragraph: The Superintendent has been advised from Wellington that the ship Lady Jocelyn sailed from London for Otago in August 1 with 195 immigrants, equal to 193 statute adults. On the subject of coal miners for Otago, Mr Holloway wrote to Mr O'Rorke: "Referring to your telegram, dated May 10, I have to transmit a nominal list of miners who proceed to Otago per ship Lady Jocelyn direct, and per ship Helen Denny, via Wellington, equal in number to 40 statute adults. The miners sent per Helen Denny are forwarded via Wellington, on account of their notice to leave their employers having expired about the end of August; and they could not afford to delay their departure till the 27th instant, on which date the Zealandia is fixed to sail direct for Otago. A further number of Welsh and Whitehaven miners are likely to follow in the Zealandia on the above date." [798,1413,945,1634]
article-paragraph: Several resignations of members of the House of Representatives are spoken of: among others that of Mr A. S. Collins, of Nelson. [11,538,158,579]
article-paragraph: We have authority to state that Mr O'Rorke leaves Wellington per steamer Wellington on Saturday for Auckland, where he will remain till the Provincial elections are over. A Ministerial change has been agreed to, under which Mr O'Rorke will for the future perform the duties of Postmaster-General and Commissioner of Telegraphs, while the administration of the Immigration Department will be in the hands of the Premier. [168,206,315,328]
article-paragraph: In the Supreme Court, Edwin White, found guilty of sheep stealing, was sentenced to four years' imprisonment. James Gilmour, against whom three charges of embezzlement were proved, was sentenced to three years' imprisonment. John Price, charged with making a false declaration under the Marriage Act, was discharged. [168,849,315,941]
article-paragraph: Prisoner did not call any evidence. [493,1549,613,1560]
article-paragraph: When he first became acquainted with that portion of the Natives of the Middle Island, in 1853, they were then morally on a level with their European neighbours. That was to say, they gambled, they drank, they blasphemed, they lied, and they fought. Shortly after that time a great change took place in them. Seeing the way, entirely neglected by the Provincial and General Governments, they framed laws for their own guidance. They created a great, the due performance of which had worked a great change in the Natives of three or four of the principal settlements in the Middle Island. For many years past the Maoris of Moeraki, Waikouaiti, and Otakou had not drunk, they had not gambled, they had not blasphemed, they had not lied, they had not fought, and they had lived in brotherly love and affection one to another. They asked a blessing before eating, and in the morning they had prayers before going to work, and they worked very hard, and he was in the habit of employing them on the station. After a hard day's work, after shearing probably 130 sheep, he had seen a Native jump into a boat, row out a mile, and commence ringing from morning to night. These people resided at Waikouaiti and associated with the European race, and they asked the Government to be allowed to retire into the desert. For fear of their children coming into contact with the European children of the nineteenth century in New Zealand, they had proposed to retire to the Forks of Lakes Hawea and Wanaka, where, by getting a license to take the property, they would be so completely isolated as if they were on an island. They could keep sheep enough to give them a revenue of L4,000 a year. The Natives would take that hard for rock, because it was nothing else, consisting of above 50,000 acres, and very "quite" with the Government. He did not know the amount, but with arrears, which the Government owed these unfortunate men for unfulfilled promises, that it would amount to ten times the value of that rock. In the mornings they were coming in upon the reserves of those Natives. The other day an attempt was [640,1412,788,1945]
section-divider [685,1361,744,1362]
article-paragraph: The share market is more active to-day. Caledonians have advanced from L13 15s to L14 10s. Several other stocks show an upward tendency. [11,1623,158,1664]
article-paragraph: The Provincial Councils of Auckland and Taranaki have been dissolved. The writs for the election of a Superintendent for Auckland are sent out on Saturday per Lady Bird. [11,488,158,539]
section-divider [1000,1268,1059,1269]
article-paragraph: The Titan arrived from the Haast last night, and the Waipara this morning, the latter bringing back Warden Tizard. Many diggers have returned. The news from the rush is unfavorable. [168,146,315,197]
article-paragraph: Eight of the William Tapscott's crew applied in the afternoon to the Resident Magistrate for advice. In the meantime, the captain had charged them with refusing duty. The men pleaded guilty. The Magistrate adjourned the case till to-morrow to allow the captain time to ascertain whether the foreign Seamen Act had been brought into operation here. [168,1553,315,1644]
dateline: Wanganui, October 7. [78,1894,158,1905]
sub-heading: Sentence. [540,861,573,872]
columns [6,26,1108,2106]
section-heading: "HOSPITAL SUNDAY" IN MELBOURNE. [964,326,1094,352]
article-paragraph: Mr M'Leod has arranged with the Provincial Government to proceed to Canada for immigrants. He will, perhaps, also act for Otago. [168,1452,315,1493]
article-paragraph: The following is the list of Bills rejected, shelved, or withdrawn:— [955,772,1104,793]
dateline: Alexandra, October 10. [228,1764,315,1775]
dateline: Wellington, October 6. [72,478,158,489]
section-heading: IMMIGRATION TO OTAGO. [800,1397,943,1409]
article-paragraph: His Honor remarked that he had noticed the verdict, from which it appeared that the accused might have been mistaken in the law. [483,974,630,1015]
